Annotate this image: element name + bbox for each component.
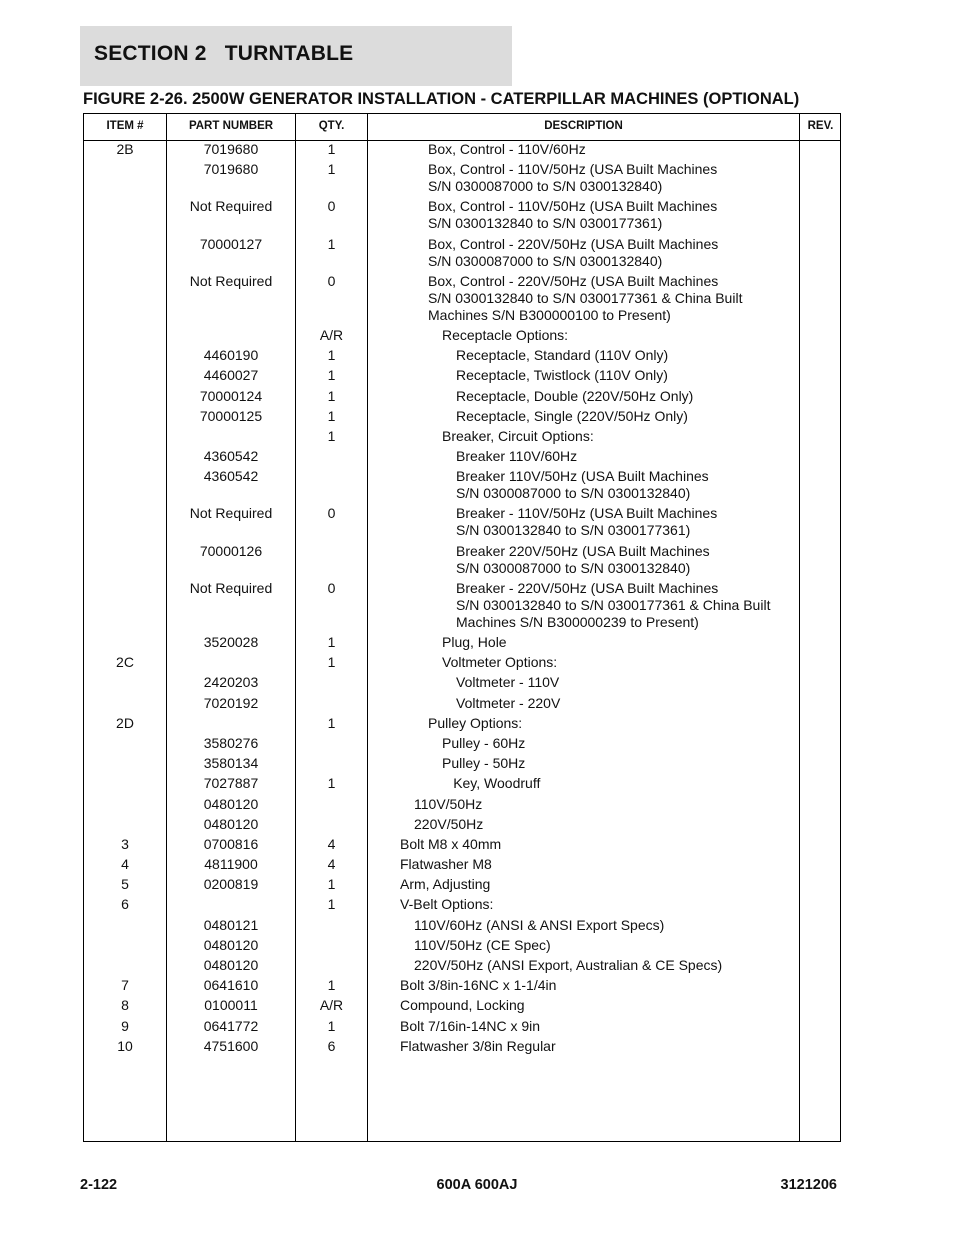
- description: [456, 468, 896, 502]
- description-line: Flatwasher M8: [400, 856, 492, 873]
- description: [400, 977, 840, 994]
- description: [442, 755, 882, 772]
- description-line: Breaker - 110V/50Hz (USA Built Machines: [456, 505, 718, 522]
- part-number: 0700816: [203, 835, 259, 852]
- quantity: 1: [327, 896, 336, 913]
- part-number: 7019680: [203, 161, 259, 178]
- section-title: SECTION 2 TURNTABLE: [94, 42, 354, 65]
- part-number: 0100011: [204, 997, 258, 1014]
- table-row: [84, 755, 840, 775]
- description: [428, 161, 868, 195]
- quantity: 1: [327, 141, 336, 157]
- description-line: Bolt 3/8in-16NC x 1-1/4in: [400, 977, 557, 994]
- quantity: 1: [327, 775, 336, 792]
- description-line: Box, Control - 110V/50Hz (USA Built Machines: [428, 198, 718, 215]
- description-line: Box, Control - 110V/50Hz (USA Built Machines: [428, 161, 718, 178]
- part-number: 4460190: [203, 347, 259, 364]
- quantity: 1: [327, 977, 336, 994]
- description-line: 110V/50Hz (CE Spec): [414, 936, 551, 953]
- part-number: 2420203: [203, 674, 259, 691]
- description-line: 110V/60Hz (ANSI & ANSI Export Specs): [414, 916, 665, 933]
- part-number: Not Required: [189, 505, 273, 522]
- description-line: Receptacle, Standard (110V Only): [456, 347, 669, 364]
- description-line: S/N 0300087000 to S/N 0300132840): [456, 485, 691, 502]
- item-number: 9: [121, 1017, 129, 1034]
- description: [400, 1018, 840, 1035]
- table-row: [84, 141, 840, 161]
- quantity: 1: [327, 876, 336, 893]
- part-number: 70000125: [199, 407, 263, 424]
- description: [456, 695, 896, 712]
- description-line: Pulley Options:: [428, 714, 523, 731]
- part-number: Not Required: [189, 272, 273, 289]
- item-number: 5: [121, 876, 129, 893]
- quantity: 1: [327, 387, 336, 404]
- part-number: 4360542: [203, 448, 259, 465]
- part-number: 70000124: [199, 387, 263, 404]
- description-line: Receptacle, Double (220V/50Hz Only): [456, 387, 694, 404]
- part-number: 7027887: [203, 775, 259, 792]
- quantity: 1: [327, 427, 336, 444]
- quantity: A/R: [319, 326, 344, 343]
- description-line: S/N 0300132840 to S/N 0300177361 & China Built: [428, 289, 743, 306]
- description-line: Arm, Adjusting: [400, 876, 491, 893]
- description-line: Breaker 110V/60Hz: [456, 448, 578, 465]
- description: [400, 1038, 840, 1055]
- description: [428, 141, 868, 158]
- part-number: 70000127: [199, 235, 263, 252]
- quantity: 6: [327, 1037, 336, 1054]
- header-rev: REV.: [807, 120, 834, 132]
- quantity: 1: [327, 347, 336, 364]
- description-line: Bolt M8 x 40mm: [400, 835, 502, 852]
- description: [400, 836, 840, 853]
- description: [400, 997, 840, 1014]
- description-line: Plug, Hole: [442, 634, 507, 650]
- header-qty: QTY.: [318, 120, 345, 132]
- item-number: 4: [121, 856, 129, 873]
- section-banner: [80, 26, 512, 86]
- table-row: [84, 543, 840, 580]
- quantity: 0: [327, 579, 336, 596]
- part-number: 0480120: [203, 957, 259, 973]
- part-number: Not Required: [189, 579, 273, 596]
- description-line: Voltmeter - 220V: [456, 694, 561, 711]
- quantity: 1: [327, 235, 336, 252]
- description: [428, 273, 868, 324]
- description-line: Key, Woodruff: [453, 775, 541, 792]
- quantity: 1: [327, 634, 336, 650]
- part-number: 0641772: [203, 1017, 259, 1034]
- part-number: 4360542: [203, 468, 259, 485]
- quantity: 1: [327, 654, 336, 671]
- description-line: Box, Control - 220V/50Hz (USA Built Machines: [428, 235, 719, 252]
- description-line: Breaker 110V/50Hz (USA Built Machines: [456, 468, 709, 485]
- item-number: 2B: [116, 141, 134, 157]
- header-part-number: PART NUMBER: [188, 120, 274, 132]
- table-row: [84, 448, 840, 468]
- description: [453, 775, 893, 792]
- description-line: Flatwasher 3/8in Regular: [400, 1037, 556, 1054]
- description-line: Compound, Locking: [400, 997, 525, 1014]
- description-line: S/N 0300132840 to S/N 0300177361): [428, 215, 663, 232]
- table-row: [84, 347, 840, 367]
- table-row: [84, 654, 840, 674]
- part-number: 3580276: [203, 734, 259, 751]
- quantity: 1: [327, 1017, 336, 1034]
- description: [456, 543, 896, 577]
- description: [442, 654, 882, 671]
- header-description: DESCRIPTION: [544, 120, 623, 132]
- part-number: Not Required: [189, 198, 273, 215]
- description: [456, 388, 896, 405]
- description-line: Box, Control - 110V/60Hz: [428, 141, 586, 157]
- description-line: Box, Control - 220V/50Hz (USA Built Machines: [428, 272, 719, 289]
- description-line: S/N 0300132840 to S/N 0300177361 & China Built: [456, 596, 771, 613]
- description: [456, 347, 896, 364]
- quantity: 4: [327, 835, 336, 852]
- description: [456, 367, 896, 384]
- description: [414, 796, 854, 813]
- description-line: S/N 0300132840 to S/N 0300177361): [456, 522, 691, 539]
- item-number: 10: [117, 1037, 133, 1054]
- description-line: V-Belt Options:: [400, 896, 494, 913]
- description-line: Bolt 7/16in-14NC x 9in: [400, 1017, 541, 1034]
- description: [456, 674, 896, 691]
- table-row: [84, 468, 840, 505]
- page-number: 2-122: [80, 1177, 118, 1193]
- table-row: [84, 997, 840, 1017]
- description-line: Pulley - 50Hz: [442, 755, 526, 772]
- table-row: [84, 917, 840, 937]
- table-row: [84, 735, 840, 755]
- description-line: Breaker 220V/50Hz (USA Built Machines: [456, 542, 710, 559]
- description: [414, 816, 854, 833]
- description: [414, 937, 854, 954]
- description-line: S/N 0300087000 to S/N 0300132840): [428, 178, 663, 195]
- table-row: [84, 1038, 840, 1058]
- description-line: Receptacle, Twistlock (110V Only): [456, 367, 668, 384]
- quantity: A/R: [319, 997, 344, 1014]
- description-line: Breaker - 220V/50Hz (USA Built Machines: [456, 579, 719, 596]
- table-row: [84, 580, 840, 634]
- table-row: [84, 715, 840, 735]
- header-item: ITEM #: [106, 120, 144, 132]
- table-row: [84, 1018, 840, 1038]
- quantity: 1: [327, 714, 336, 731]
- description: [442, 428, 882, 445]
- table-row: [84, 634, 840, 654]
- item-number: 7: [121, 977, 129, 994]
- quantity: 0: [327, 272, 336, 289]
- table-row: [84, 198, 840, 235]
- description: [428, 198, 868, 232]
- description-line: Receptacle, Single (220V/50Hz Only): [456, 407, 688, 424]
- table-row: [84, 836, 840, 856]
- table-row: [84, 327, 840, 347]
- description: [428, 236, 868, 270]
- table-row: [84, 937, 840, 957]
- description: [456, 505, 896, 539]
- item-number: 2D: [116, 714, 134, 731]
- item-number: 2C: [116, 654, 134, 671]
- parts-table: [83, 113, 841, 1142]
- part-number: 4811900: [204, 856, 258, 873]
- description: [442, 327, 882, 344]
- description: [414, 917, 854, 934]
- table-row: [84, 957, 840, 977]
- table-row: [84, 428, 840, 448]
- table-row: [84, 273, 840, 327]
- description-line: Machines S/N B300000239 to Present): [456, 613, 699, 630]
- table-row: [84, 695, 840, 715]
- part-number: 0480121: [203, 916, 259, 933]
- description-line: 110V/50Hz: [414, 795, 483, 812]
- table-row: [84, 896, 840, 916]
- table-row: [84, 876, 840, 896]
- part-number: 0480120: [203, 815, 259, 832]
- table-row: [84, 856, 840, 876]
- description-line: S/N 0300087000 to S/N 0300132840): [428, 252, 663, 269]
- description-line: 220V/50Hz (ANSI Export, Australian & CE Specs): [414, 957, 723, 973]
- description-line: S/N 0300087000 to S/N 0300132840): [456, 559, 691, 576]
- document-number: 3121206: [780, 1177, 837, 1193]
- table-row: [84, 236, 840, 273]
- description: [400, 876, 840, 893]
- table-row: [84, 977, 840, 997]
- description-line: Pulley - 60Hz: [442, 734, 526, 751]
- part-number: 7020192: [203, 694, 259, 711]
- part-number: 70000126: [199, 542, 263, 559]
- description: [442, 735, 882, 752]
- table-row: [84, 367, 840, 387]
- table-header: [84, 114, 840, 141]
- table-row: [84, 775, 840, 795]
- description: [442, 634, 882, 651]
- item-number: 6: [121, 896, 129, 913]
- table-row: [84, 505, 840, 542]
- table-body: [84, 141, 840, 1058]
- description: [400, 856, 840, 873]
- model-label: 600A 600AJ: [436, 1177, 518, 1193]
- quantity: 1: [327, 367, 336, 384]
- figure-title: FIGURE 2-26. 2500W GENERATOR INSTALLATION - CATERPILLAR MACHINES (OPTIONAL): [83, 90, 800, 108]
- table-row: [84, 388, 840, 408]
- description: [456, 580, 896, 631]
- table-row: [84, 408, 840, 428]
- quantity: 0: [327, 198, 336, 215]
- part-number: 0480120: [203, 795, 259, 812]
- part-number: 0200819: [203, 876, 259, 893]
- description-line: Breaker, Circuit Options:: [442, 427, 594, 444]
- description: [400, 896, 840, 913]
- description-line: 220V/50Hz: [414, 815, 484, 832]
- item-number: 3: [121, 835, 129, 852]
- part-number: 0480120: [203, 936, 259, 953]
- part-number: 3580134: [203, 755, 259, 772]
- description-line: Machines S/N B300000100 to Present): [428, 306, 671, 323]
- description-line: Voltmeter Options:: [442, 654, 558, 671]
- description-line: Voltmeter - 110V: [456, 674, 560, 691]
- part-number: 4460027: [203, 367, 259, 384]
- part-number: 0641610: [203, 977, 259, 994]
- quantity: 0: [327, 505, 336, 522]
- description: [414, 957, 854, 974]
- description: [428, 715, 868, 732]
- item-number: 8: [121, 997, 129, 1014]
- table-row: [84, 674, 840, 694]
- table-row: [84, 796, 840, 816]
- quantity: 1: [327, 407, 336, 424]
- table-row: [84, 816, 840, 836]
- part-number: 7019680: [203, 141, 259, 157]
- quantity: 4: [327, 856, 336, 873]
- description: [456, 408, 896, 425]
- part-number: 4751600: [203, 1037, 259, 1054]
- description: [456, 448, 896, 465]
- table-row: [84, 161, 840, 198]
- part-number: 3520028: [203, 634, 259, 650]
- quantity: 1: [327, 161, 336, 178]
- description-line: Receptacle Options:: [442, 326, 569, 343]
